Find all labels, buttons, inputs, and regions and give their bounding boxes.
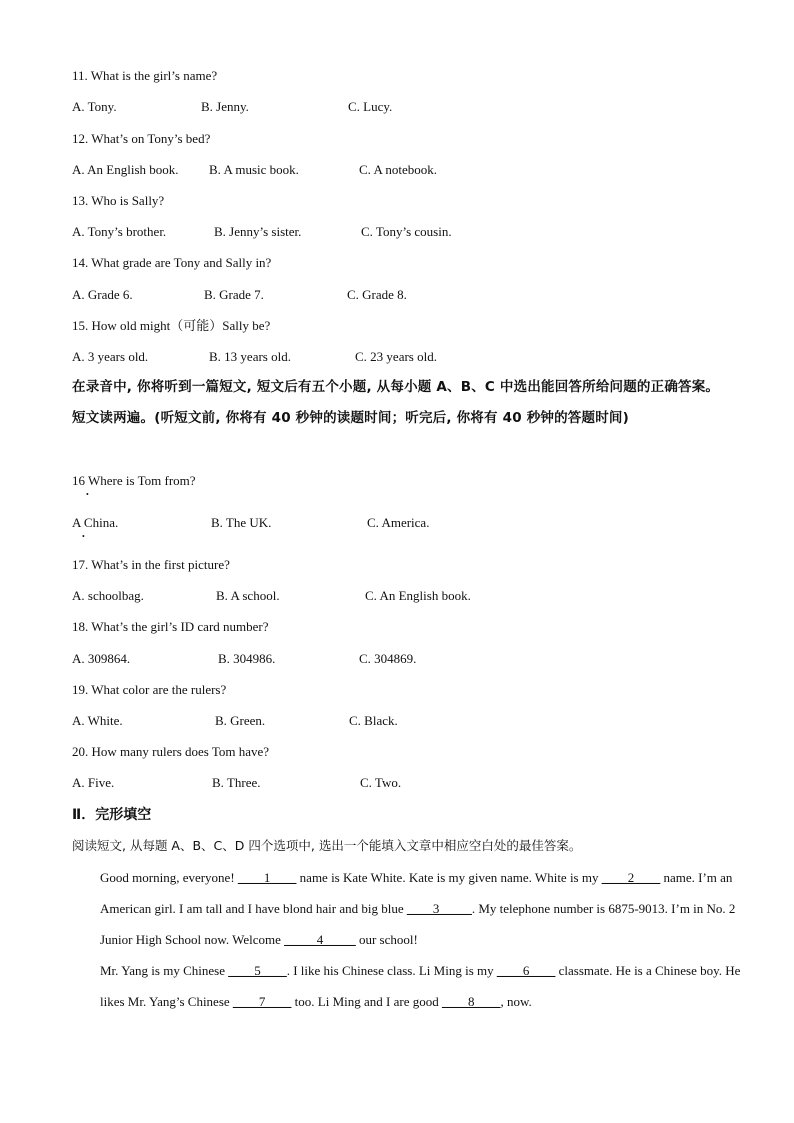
option-20-a: A. Five. (72, 775, 115, 790)
option-13-c: C. Tony’s cousin. (361, 224, 452, 239)
option-16-c: C. America. (367, 515, 430, 530)
cloze-blank-2[interactable]: ____2____ (601, 870, 661, 885)
passage-text: Mr. Yang is my Chinese (100, 963, 229, 978)
passage-text: , now. (500, 994, 532, 1009)
passage-text: too. Li Ming and I are good (291, 994, 442, 1009)
option-19-b: B. Green. (215, 713, 266, 728)
option-18-a: A. 309864. (72, 651, 131, 666)
question-18: 18. What’s the girl’s ID card number? (72, 619, 269, 634)
listening-instruction: 在录音中, 你将听到一篇短文, 短文后有五个小题, 从每小题 A、B、C 中选出能回答所给问题的正确答案。短文读两遍。(听短文前, 你将有 40 秒钟的读题时间；听完后, 你将有 40 秒钟的答题时间) (72, 379, 720, 426)
option-18-c: C. 304869. (359, 651, 417, 666)
option-15-a: A. 3 years old. (72, 349, 149, 364)
passage-text: name is Kate White. Kate is my given name. White is my (296, 870, 602, 885)
option-17-b: B. A school. (216, 588, 280, 603)
option-17-c: C. An English book. (365, 588, 471, 603)
option-14-c: C. Grade 8. (347, 287, 407, 302)
passage-text: classmate. He is a Chinese boy. He likes Mr. Yang’s Chinese (100, 963, 741, 1009)
option-13-b: B. Jenny’s sister. (214, 224, 302, 239)
cloze-blank-6[interactable]: ____6____ (496, 963, 556, 978)
option-20-b: B. Three. (212, 775, 261, 790)
passage-text: . I like his Chinese class. Li Ming is my (286, 963, 497, 978)
option-11-c: C. Lucy. (348, 99, 393, 114)
option-13-a: A. Tony’s brother. (72, 224, 167, 239)
cloze-blank-4[interactable]: _____4_____ (284, 932, 356, 947)
cloze-blank-3[interactable]: ____3_____ (406, 901, 472, 916)
stray-dot: • (82, 532, 85, 541)
question-17: 17. What’s in the first picture? (72, 557, 230, 572)
option-15-b: B. 13 years old. (209, 349, 291, 364)
question-11: 11. What is the girl’s name? (72, 68, 218, 83)
question-12: 12. What’s on Tony’s bed? (72, 131, 211, 146)
section-instruction: 阅读短文, 从每题 A、B、C、D 四个选项中, 选出一个能填入文章中相应空白处的最佳答案。 (72, 838, 582, 853)
stray-dot: • (86, 490, 89, 499)
option-19-a: A. White. (72, 713, 123, 728)
passage-text: . My telephone number is 6875-9013. I’m in No. 2 Junior High School now. Welcome (100, 901, 736, 947)
option-20-c: C. Two. (360, 775, 402, 790)
cloze-blank-7[interactable]: ____7____ (232, 994, 292, 1009)
option-11-a: A. Tony. (72, 99, 117, 114)
section-title: Ⅱ．完形填空 (72, 807, 152, 823)
passage-text: our school! (355, 932, 418, 947)
question-16: 16 Where is Tom from? (72, 473, 196, 488)
option-12-a: A. An English book. (72, 162, 179, 177)
option-11-b: B. Jenny. (201, 99, 249, 114)
option-14-a: A. Grade 6. (72, 287, 133, 302)
option-19-c: C. Black. (349, 713, 398, 728)
option-12-c: C. A notebook. (359, 162, 438, 177)
question-14: 14. What grade are Tony and Sally in? (72, 255, 272, 270)
question-19: 19. What color are the rulers? (72, 682, 227, 697)
option-18-b: B. 304986. (218, 651, 276, 666)
question-15: 15. How old might（可能）Sally be? (72, 318, 271, 333)
passage-paragraph-1 (72, 862, 750, 955)
passage-paragraph-2 (72, 955, 750, 1017)
option-14-b: B. Grade 7. (204, 287, 264, 302)
cloze-blank-8[interactable]: ____8____ (441, 994, 501, 1009)
option-17-a: A. schoolbag. (72, 588, 144, 603)
passage-text: Good morning, everyone! (100, 870, 238, 885)
passage-text: name. I’m an American girl. I am tall and I have blond hair and big blue (100, 870, 733, 916)
option-15-c: C. 23 years old. (355, 349, 437, 364)
option-16-a: A China. (72, 515, 119, 530)
option-16-b: B. The UK. (211, 515, 272, 530)
option-12-b: B. A music book. (209, 162, 299, 177)
question-13: 13. Who is Sally? (72, 193, 165, 208)
question-20: 20. How many rulers does Tom have? (72, 744, 270, 759)
cloze-blank-1[interactable]: ____1____ (237, 870, 297, 885)
cloze-blank-5[interactable]: ____5____ (228, 963, 287, 978)
